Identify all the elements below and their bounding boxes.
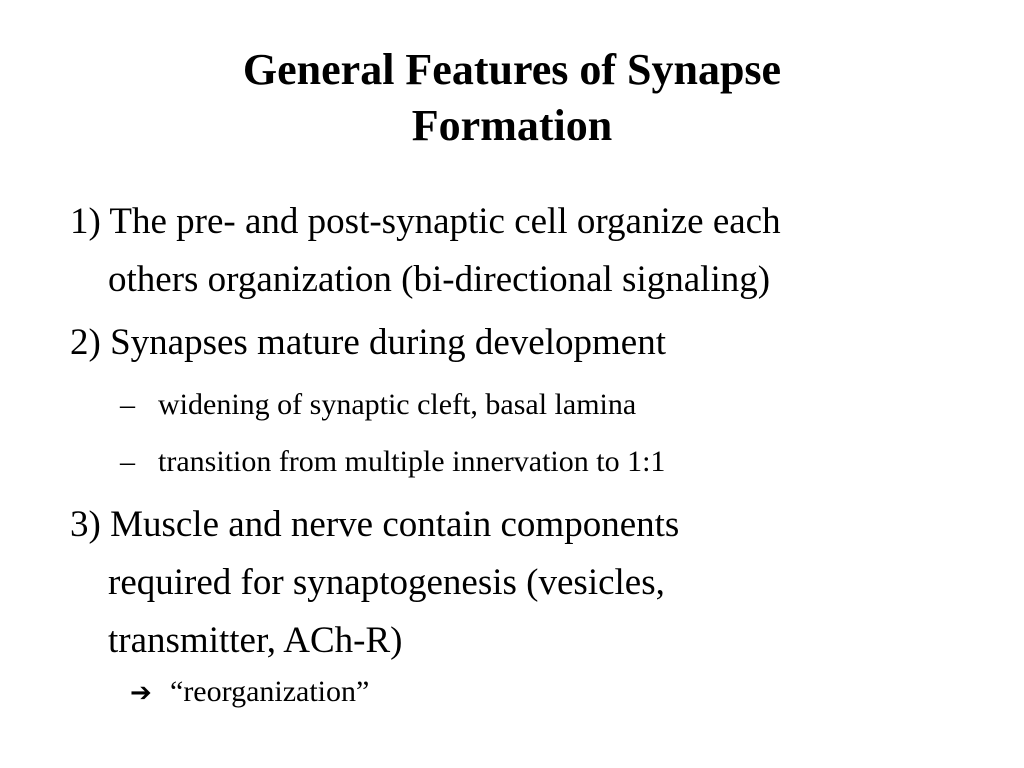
point-1 [70,193,781,309]
subpoint-2-text: transition from multiple innervation to 1:1 [158,445,666,478]
subpoint-dash: – [120,388,135,421]
subpoint-1 [120,385,636,425]
point-3-line-1: 3) Muscle and nerve contain components [70,504,680,545]
subpoint-2 [120,442,665,482]
title-line-1: General Features of Synapse [242,45,782,94]
point-3-line-2: required for synaptogenesis (vesicles, [108,562,665,603]
point-3-line-3: transmitter, ACh-R) [108,620,403,661]
right-arrow-icon: ➔ [130,678,152,708]
subpoint-dash: – [120,445,135,478]
point-2-line-1: 2) Synapses mature during development [70,322,666,363]
point-3 [70,496,679,670]
title-line-2: Formation [411,101,613,150]
point-1-line-1: 1) The pre- and post-synaptic cell organize each [70,201,781,242]
conclusion-text: “reorganization” [170,675,370,708]
point-2 [70,314,666,372]
point-1-line-2: others organization (bi-directional signaling) [108,259,771,300]
slide-title [0,42,1024,154]
subpoint-1-text: widening of synaptic cleft, basal lamina [158,388,637,421]
conclusion [130,672,369,713]
